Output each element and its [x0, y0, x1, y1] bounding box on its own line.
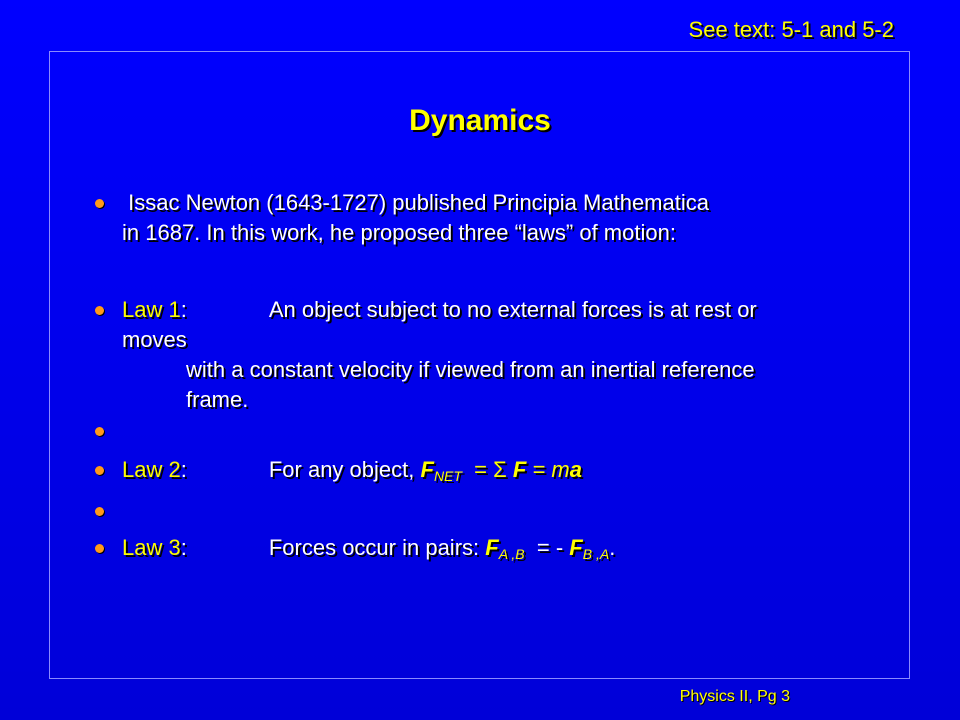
law3-prefix: Forces occur in pairs:: [268, 535, 486, 560]
law2-colon: :: [180, 457, 187, 482]
bullet-dot-icon: [95, 199, 104, 208]
law2-prefix: For any object,: [268, 457, 421, 482]
law1-label: Law 1: [122, 297, 181, 322]
law3-eq: = -: [524, 535, 570, 560]
bullet-law2: [92, 455, 582, 491]
bullet-dot-icon: [95, 544, 104, 553]
law1-line-3: with a constant velocity if viewed from an inertial reference: [186, 357, 755, 382]
bullet-intro: [92, 188, 709, 248]
bullet-dot-icon: [95, 427, 104, 436]
law2-fnet: $F_{NET}$: [420, 457, 462, 484]
page-footer: Physics II, Pg 3: [679, 688, 790, 705]
slide-title: Dynamics: [409, 104, 551, 137]
bullet-empty-1: [92, 416, 128, 446]
law2-f: F: [512, 457, 527, 482]
law1-colon: :: [180, 297, 187, 322]
bullet-dot-icon: [95, 507, 104, 516]
bullet-law3: [92, 533, 615, 569]
law3-f2: $F_{B ,A}$: [569, 535, 610, 562]
law1-line-1: An object subject to no external forces is at rest or: [268, 297, 757, 322]
intro-line-2: in 1687. In this work, he proposed three “laws” of motion:: [122, 220, 676, 245]
bullet-dot-icon: [95, 466, 104, 475]
bullet-law1: [92, 295, 757, 415]
law2-eq2: = m: [526, 457, 570, 482]
section-reference: See text: 5-1 and 5-2: [688, 17, 894, 42]
law2-eq1: = Σ: [461, 457, 513, 482]
law3-end: .: [609, 535, 616, 560]
law1-line-4: frame.: [186, 387, 249, 412]
bullet-empty-2: [92, 496, 128, 526]
bullet-dot-icon: [95, 306, 104, 315]
law3-label: Law 3: [122, 535, 181, 560]
law1-line-2: moves: [122, 327, 187, 352]
law2-label: Law 2: [122, 457, 181, 482]
law3-f1: $F_{A ,B}$: [485, 535, 525, 562]
intro-line-1: Issac Newton (1643-1727) published Principia Mathematica: [122, 190, 709, 215]
law2-a: a: [569, 457, 582, 482]
law3-colon: :: [180, 535, 187, 560]
